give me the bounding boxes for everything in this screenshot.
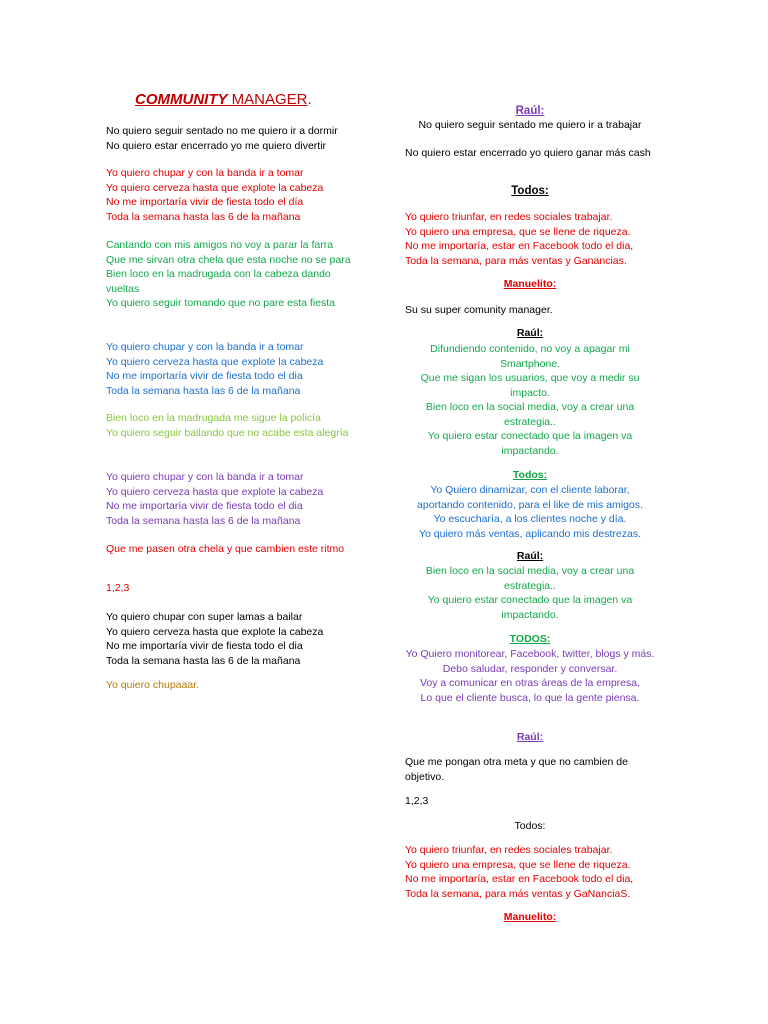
raul-green-block-2 [405,564,655,622]
lyric-line: aportando contenido, para el like de mis amigos. [417,498,643,511]
lyric-line: Yo quiero más ventas, aplicando mis destrezas. [419,527,641,540]
heading-todos: Todos: [512,469,548,481]
raul-green-block [405,342,655,458]
heading-raul: Raúl: [516,731,544,743]
lyric-line: Yo quiero una empresa, que se llene de riqueza. [405,858,631,871]
todos-blue-block [405,483,655,541]
heading-todos: Todos: [511,185,549,197]
lyric-line: Bien loco en la social media, voy a crear una estrategia.. [425,401,635,428]
lyric-line: Bien loco en la madrugada con la cabeza dando vueltas [106,268,331,295]
lyric-line: No quiero estar encerrado yo me quiero divertir [106,139,327,152]
lyric-line: No me importaría vivir de fiesta todo el día [106,196,304,208]
lyric-line: Voy a comunicar en otras áreas de la empresa, [419,677,641,689]
lyric-line: Yo quiero seguir tomando que no pare esta fiesta [106,297,336,309]
chorus-black-block [106,610,356,668]
lyric-line: Bien loco en la social media, voy a crear una estrategia.. [425,565,635,592]
raul-black-line [405,755,655,784]
lyric-line: No me importaría, estar en Facebook todo el dia, [405,240,634,252]
verse-green-block [106,238,356,311]
lyric-line: Yo Quiero monitorear, Facebook, twitter, blogs y más. [405,648,655,660]
lyric-line: Cantando con mis amigos no voy a parar la farra [106,239,334,251]
lyric-line: No me importaría, estar en Facebook todo el dia, [405,873,634,885]
lyric-line: 1,2,3 [405,795,429,807]
lyric-line: No quiero estar encerrado yo quiero ganar más cash [405,147,651,159]
count-label [106,581,356,596]
lyric-line: Yo quiero cerveza hasta que explote la cabeza [106,625,324,638]
lyric-line: Todos: [514,820,546,832]
todos-red-block [405,210,655,268]
lyric-line: Bien loco en la madrugada me sigue la policía [106,412,321,424]
lyric-line: Yo quiero seguir bailando que no acabe esta alegría [106,426,349,439]
lyric-line: Yo quiero cerveza hasta que explote la cabeza [106,355,324,368]
lyric-line: Yo quiero chupar y con la banda ir a tomar [106,341,304,353]
lyric-line: Difundiendo contenido, no voy a apagar mi Smartphone. [430,343,630,370]
lyric-line: Que me pongan otra meta y que no cambien de objetivo. [405,756,628,783]
chorus-red-block [106,166,356,224]
lyric-line: Yo quiero estar conectado que la imagen va impactando. [427,594,633,621]
verse-lime-block [106,411,356,440]
lyric-line: No me importaría vivir de fiesta todo el dia [106,370,303,382]
heading-manuelito: Manuelito: [503,278,557,290]
lyric-line: Debo saludar, responder y conversar. [442,662,618,675]
heading-todos: TODOS: [509,633,551,645]
intro-block [106,124,356,153]
lyric-line: Toda la semana, para más ventas y Ganancias. [405,254,627,267]
lyric-line: No quiero seguir sentado no me quiero ir a dormir [106,125,338,137]
lyric-line: Yo quiero chupar y con la banda ir a tomar [106,471,304,483]
chorus-blue-block [106,340,356,398]
lyric-line: No me importaría vivir de fiesta todo el dia [106,500,303,512]
heading-raul: Raúl: [516,327,544,339]
lyric-line: Yo quiero estar conectado que la imagen va impactando. [427,430,633,457]
chorus-purple-block [106,470,356,528]
lyric-line: Yo quiero chupaaar. [106,679,200,691]
lyric-line: Yo quiero cerveza hasta que explote la cabeza [106,181,324,194]
lyric-line: Yo quiero chupar con super lamas a bailar [106,611,303,623]
lyric-line: Yo quiero chupar y con la banda ir a tomar [106,167,304,179]
lyric-line: Yo quiero triunfar, en redes sociales trabajar. [405,211,613,223]
lyric-line: Toda la semana hasta las 6 de la mañana [106,514,301,527]
lyric-line: Yo quiero una empresa, que se llene de riqueza. [405,225,631,238]
lyric-line: Que me sigan los usuarios, que voy a medir su impacto. [420,372,640,399]
lyric-line: Toda la semana hasta las 6 de la mañana [106,210,301,223]
lyric-line: No quiero seguir sentado me quiero ir a trabajar [418,119,642,131]
lyric-line: Su su super comunity manager. [405,304,553,316]
count-label [405,794,655,809]
page-title [135,91,312,109]
lyric-line: Lo que el cliente busca, lo que la gente piensa. [420,691,640,704]
lyric-line: Yo escucharía, a los clientes noche y día. [433,513,627,525]
lyric-line: Que me pasen otra chela y que cambien este ritmo [106,543,345,555]
lyric-line: Yo quiero cerveza hasta que explote la cabeza [106,485,324,498]
todos-purple-block [405,647,655,705]
bridge-red-block [106,542,356,557]
raul-intro-block-2 [405,146,655,161]
lyric-line: Toda la semana hasta las 6 de la mañana [106,384,301,397]
raul-intro-block [405,118,655,133]
title-dot: . [307,91,312,108]
title-bold: COMMUNITY [135,91,228,108]
lyric-line: Yo quiero triunfar, en redes sociales trabajar. [405,844,613,856]
lyric-line: Que me sirvan otra chela que esta noche no se para [106,253,351,266]
heading-raul: Raúl: [516,550,544,562]
lyric-line: Toda la semana, para más ventas y GaNanciaS. [405,887,631,900]
manuelito-line [405,303,655,318]
lyric-line: 1,2,3 [106,582,130,594]
title-rest: MANAGER [227,91,308,108]
lyric-line: No me importaría vivir de fiesta todo el dia [106,640,303,652]
lyric-line: Yo Quiero dinamizar, con el cliente laborar, [430,484,630,496]
heading-manuelito: Manuelito: [503,911,557,923]
outro-block [106,678,356,693]
heading-raul: Raúl: [515,105,545,117]
lyric-line: Toda la semana hasta las 6 de la mañana [106,654,301,667]
todos-label [405,819,655,834]
todos-red-block-2 [405,843,655,901]
